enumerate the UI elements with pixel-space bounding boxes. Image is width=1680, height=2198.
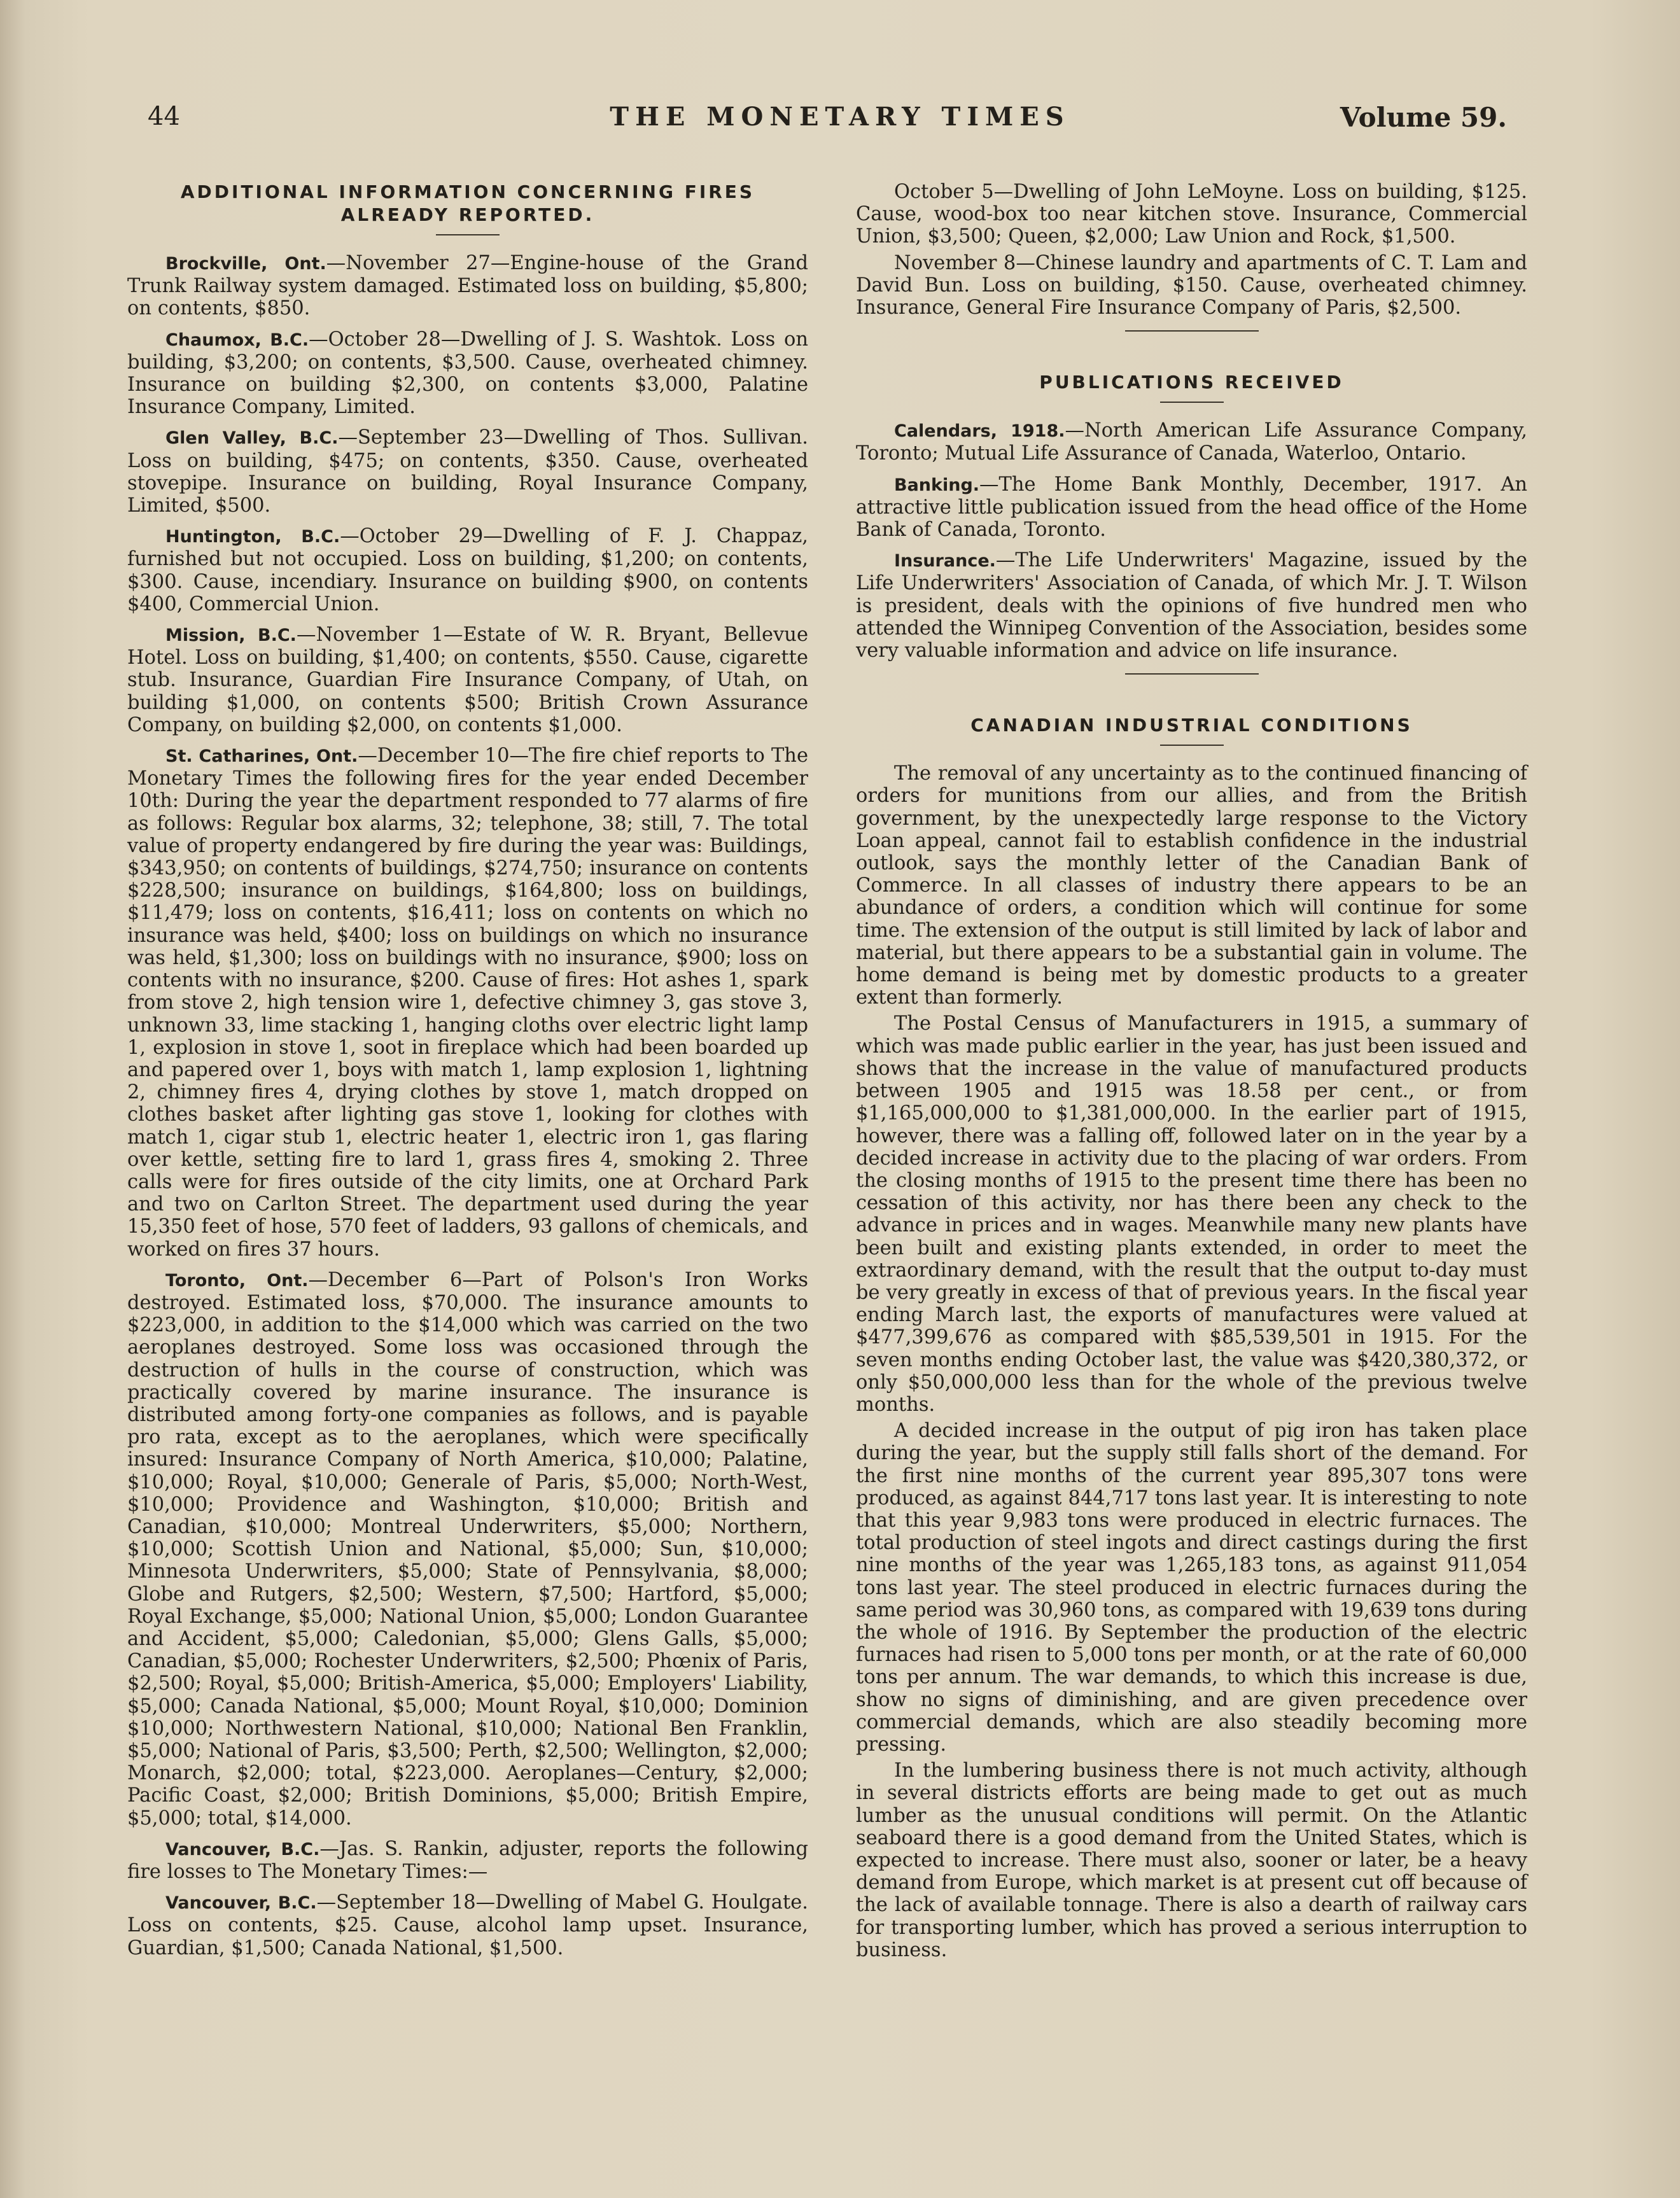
article-paragraph: A decided increase in the output of pig iron has taken place during the year, but the supply still falls short of the demand. For the first nine months of the current year 895,307 tons were produced, as against 844,717 tons last year. It is interesting to note that this year 9,983 tons were produced in electric furnaces. The total production of steel ingots and direct castings during the first nine months of the year was 1,265,183 tons, as against 911,054 tons last year. The steel produced in electric furnaces during the same period was 30,960 tons, as compared with 19,639 tons during the whole of 1916. By September the production of the electric furnaces had risen to 5,000 tons per month, or at the rate of 60,000 tons per annum. The war demands, to which this increase is due, show no signs of diminishing, and are given precedence over commercial demands, which are also steadily becoming more pressing.	[856, 1420, 1527, 1756]
entry-text: —The Home Bank Monthly, December, 1917. An attractive little publication issued from the head office of the Home Bank of Canada, Toronto.	[856, 473, 1527, 542]
entry-text: —November 27—Engine-house of the Grand Trunk Railway system damaged. Estimated loss on building, $5,800; on contents, $850.	[127, 252, 808, 320]
entry-text: —September 18—Dwelling of Mabel G. Houlgate. Loss on contents, $25. Cause, alcohol lamp upset. Insurance, Guardian, $1,500; Canada National, $1,500.	[127, 1891, 808, 1959]
continued-entry: October 5—Dwelling of John LeMoyne. Loss on building, $125. Cause, wood-box too near kitchen stove. Insurance, Commercial Union, $3,500; Queen, $2,000; Law Union and Rock, $1,500.	[856, 181, 1527, 248]
entry-lead: Banking.	[894, 475, 980, 495]
section-divider	[1160, 745, 1224, 746]
entry-lead: Huntington, B.C.	[165, 527, 340, 547]
left-column	[127, 181, 808, 1968]
entry-text: —September 23—Dwelling of Thos. Sullivan. Loss on building, $475; on contents, $350. Cause, overheated stovepipe. Insurance on building, Royal Insurance Company, Limited, $500.	[127, 426, 808, 517]
article-paragraph: The removal of any uncertainty as to the continued financing of orders for munitions from our allies, and from the British government, by the unexpectedly large response to the Victory Loan appeal, cannot fail to establish confidence in the industrial outlook, says the monthly letter of the Canadian Bank of Commerce. In all classes of industry there appears to be an abundance of orders, a condition which will continue for some time. The extension of the output is still limited by lack of labor and material, but there appears to be a substantial gain in volume. The home demand is being met by domestic products to a greater extent than formerly.	[856, 762, 1527, 1009]
entry-lead: Insurance.	[894, 551, 996, 571]
right-column	[856, 181, 1527, 1965]
publication-entry	[856, 549, 1527, 662]
fire-entry	[127, 426, 808, 517]
entry-lead: Mission, B.C.	[165, 626, 297, 646]
entry-text: —North American Life Assurance Company, Toronto; Mutual Life Assurance of Canada, Waterloo, Ontario.	[856, 419, 1527, 465]
publication-entry	[856, 473, 1527, 542]
entry-lead: Vancouver, B.C.	[165, 1893, 317, 1914]
entry-lead: Toronto, Ont.	[165, 1270, 309, 1291]
page-number: 44	[148, 102, 180, 131]
volume-label: Volume 59.	[1340, 102, 1507, 133]
entry-text: —October 28—Dwelling of J. S. Washtok. Loss on building, $3,200; on contents, $3,500. Cause, overheated chimney. Insurance on building $2,300, on contents $3,000, Palatine Insurance Company, Limited.	[127, 328, 808, 419]
entry-lead: Vancouver, B.C.	[165, 1839, 320, 1859]
entry-lead: Glen Valley, B.C.	[165, 428, 339, 449]
section-divider	[436, 234, 500, 235]
fire-entry	[127, 1269, 808, 1830]
fire-entry	[127, 745, 808, 1261]
section-divider	[1125, 673, 1259, 675]
publication-entry	[856, 419, 1527, 465]
entry-text: —The Life Underwriters' Magazine, issued by the Life Underwriters' Association of Canada, of which Mr. J. T. Wilson is president, deals with the opinions of five hundred men who attended the Winnipeg Convention of the Association, besides some very valuable information and advice on life insurance.	[856, 549, 1527, 662]
fire-entry	[127, 624, 808, 736]
entry-lead: St. Catharines, Ont.	[165, 746, 358, 767]
entry-text: —November 1—Estate of W. R. Bryant, Bellevue Hotel. Loss on building, $1,400; on contents, $550. Cause, cigarette stub. Insurance, Guardian Fire Insurance Company, of Utah, on building $1,000, on contents $500; British Crown Assurance Company, on building $2,000, on contents $1,000.	[127, 624, 808, 736]
fire-entry	[127, 1838, 808, 1883]
entry-lead: Chaumox, B.C.	[165, 330, 309, 350]
fire-entry	[127, 1891, 808, 1959]
entry-text: —December 10—The fire chief reports to The Monetary Times the following fires for the year ended December 10th: During the year the department responded to 77 alarms of fire as follows: Regular box alarms, 32; telephone, 38; still, 7. The total value of property endangered by fire during the year was: Buildings, $343,950; on contents of buildings, $274,750; insurance on contents $228,500; insurance on buildings, $164,800; loss on buildings, $11,479; loss on contents, $16,411; loss on contents on which no insurance was held, $400; loss on buildings on which no insurance was held, $1,300; loss on buildings with no insurance, $900; loss on contents with no insurance, $200. Cause of fires: Hot ashes 1, spark from stove 2, high tension wire 1, defective chimney 3, gas stove 3, unknown 33, lime stacking 1, hanging cloths over electric light lamp 1, explosion in stove 1, soot in fireplace which had been boarded up and papered over 1, boys with match 1, lamp explosion 1, lightning 2, chimney fires 4, drying clothes by stove 1, match dropped on clothes basket after lighting gas stove 1, looking for clothes with match 1, cigar stub 1, electric heater 1, electric iron 1, gas flaring over kettle, setting fire to lard 1, grass fires 4, smoking 2. Three calls were for fires outside of the city limits, one at Orchard Park and two on Carlton Street. The department used during the year 15,350 feet of hose, 570 feet of ladders, 93 gallons of chemicals, and worked on fires 37 hours.	[127, 745, 808, 1261]
journal-title: THE MONETARY TIMES	[610, 102, 1070, 132]
article-paragraph: In the lumbering business there is not much activity, although in several districts efforts are being made to get out as much lumber as the unusual conditions will permit. On the Atlantic seaboard there is a good demand from the United States, which is expected to increase. There must also, sooner or later, be a heavy demand from Europe, which market is at present cut off because of the lack of available tonnage. There is also a dearth of railway cars for transporting lumber, which has proved a serious interruption to business.	[856, 1760, 1527, 1961]
section-divider	[1125, 330, 1259, 332]
industrial-title: CANADIAN INDUSTRIAL CONDITIONS	[970, 715, 1413, 736]
fires-section-title: ADDITIONAL INFORMATION CONCERNING FIRES ALREADY REPORTED.	[180, 181, 755, 225]
publications-title: PUBLICATIONS RECEIVED	[1039, 372, 1344, 393]
running-header	[0, 102, 1680, 140]
entry-lead: Calendars, 1918.	[894, 421, 1065, 442]
entry-text: —December 6—Part of Polson's Iron Works destroyed. Estimated loss, $70,000. The insurance amounts to $223,000, in addition to the $14,000 which was carried on the two aeroplanes destroyed. Some loss was occasioned through the destruction of hulls in the course of construction, which was practically covered by marine insurance. The insurance is distributed among forty-one companies as follows, and is payable pro rata, except as to the aeroplanes, which were specifically insured: Insurance Company of North America, $10,000; Palatine, $10,000; Royal, $10,000; Generale of Paris, $5,000; North-West, $10,000; Providence and Washington, $10,000; British and Canadian, $10,000; Montreal Underwriters, $5,000; Northern, $10,000; Scottish Union and National, $5,000; Sun, $10,000; Minnesota Underwriters, $5,000; State of Pennsylvania, $8,000; Globe and Rutgers, $2,500; Western, $7,500; Hartford, $5,000; Royal Exchange, $5,000; National Union, $5,000; London Guarantee and Accident, $5,000; Caledonian, $5,000; Glens Galls, $5,000; Canadian, $5,000; Rochester Underwriters, $2,500; Phœnix of Paris, $2,500; Royal, $5,000; British-America, $5,000; Employers' Liability, $5,000; Canada National, $5,000; Mount Royal, $10,000; Dominion $10,000; Northwestern National, $10,000; National Ben Franklin, $5,000; National of Paris, $3,500; Perth, $2,500; Wellington, $2,000; Monarch, $2,000; total, $223,000. Aeroplanes—Century, $2,000; Pacific Coast, $2,000; British Dominions, $5,000; British Empire, $5,000; total, $14,000.	[127, 1268, 808, 1830]
fire-entry	[127, 252, 808, 320]
entry-text: —October 29—Dwelling of F. J. Chappaz, furnished but not occupied. Loss on building, $1,200; on contents, $300. Cause, incendiary. Insurance on building $900, on contents $400, Commercial Union.	[127, 525, 808, 615]
fire-entry	[127, 525, 808, 615]
continued-entry: November 8—Chinese laundry and apartments of C. T. Lam and David Bun. Loss on building, $150. Cause, overheated chimney. Insurance, General Fire Insurance Company of Paris, $2,500.	[856, 251, 1527, 319]
entry-lead: Brockville, Ont.	[165, 254, 326, 274]
entry-text: —Jas. S. Rankin, adjuster, reports the following fire losses to The Monetary Times:—	[127, 1837, 808, 1884]
article-paragraph: The Postal Census of Manufacturers in 1915, a summary of which was made public earlier in the year, has just been issued and shows that the increase in the value of manufactured products between 1905 and 1915 was 18.58 per cent., or from $1,165,000,000 to $1,381,000,000. In the earlier part of 1915, however, there was a falling off, followed later on in the year by a decided increase in activity due to the placing of war orders. From the closing months of 1915 to the present time there has been no cessation of this activity, nor has there been any check to the advance in prices and in wages. Meanwhile many new plants have been built and existing plants extended, in order to meet the extraordinary demand, with the result that the output to-day must be very greatly in excess of that of previous years. In the fiscal year ending March last, the exports of manufactures were valued at $477,399,676 as compared with $85,539,501 in 1915. For the seven months ending October last, the value was $420,380,372, or only $50,000,000 less than for the whole of the previous twelve months.	[856, 1012, 1527, 1416]
section-divider	[1160, 402, 1224, 403]
fire-entry	[127, 328, 808, 419]
